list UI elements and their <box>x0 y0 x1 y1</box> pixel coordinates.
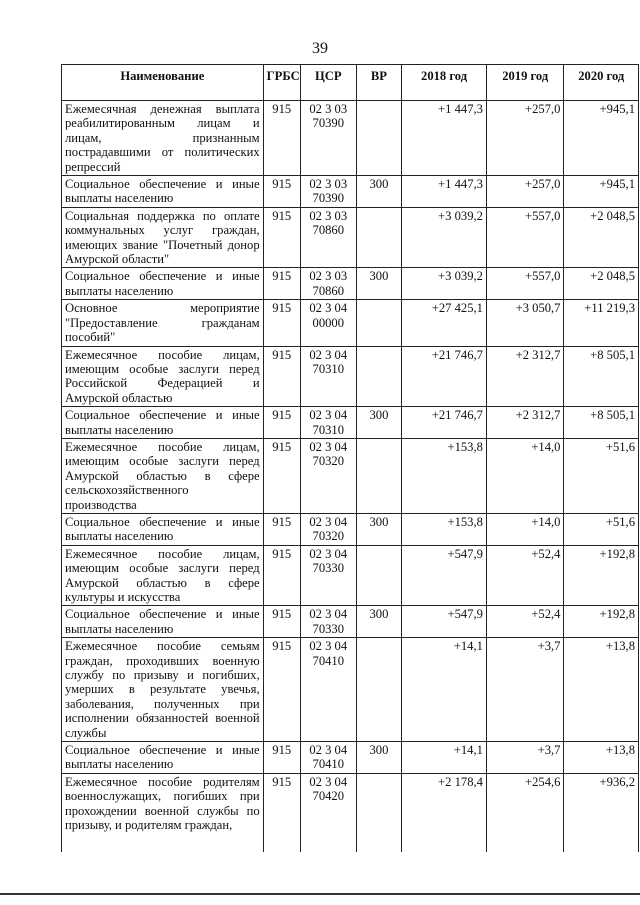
row-2018: +3 039,2 <box>402 268 487 300</box>
table-row <box>62 346 639 407</box>
row-name: Ежемесячное пособие лицам, имеющим особые заслуги перед Амурской областью в сфере культуры и искусства <box>62 545 264 606</box>
row-csr: 02 3 04 70410 <box>300 638 356 742</box>
row-2018: +1 447,3 <box>402 176 487 208</box>
row-grbs: 915 <box>263 438 300 513</box>
table-row <box>62 268 639 300</box>
row-vr <box>356 207 401 268</box>
row-vr: 300 <box>356 513 401 545</box>
row-2019: +52,4 <box>486 606 564 638</box>
row-csr: 02 3 04 00000 <box>300 300 356 346</box>
row-grbs: 915 <box>263 742 300 774</box>
row-2019: +3 050,7 <box>486 300 564 346</box>
row-vr: 300 <box>356 606 401 638</box>
row-vr <box>356 438 401 513</box>
row-2019: +14,0 <box>486 513 564 545</box>
row-2020: +51,6 <box>564 438 639 513</box>
page-number: 39 <box>312 40 328 57</box>
row-2019: +254,6 <box>486 773 564 852</box>
row-grbs: 915 <box>263 545 300 606</box>
row-2018: +153,8 <box>402 513 487 545</box>
row-2020: +2 048,5 <box>564 268 639 300</box>
row-name: Социальная поддержка по оплате коммунальных услуг граждан, имеющих звание "Почетный донор Амурской области" <box>62 207 264 268</box>
row-csr: 02 3 04 70330 <box>300 606 356 638</box>
row-2018: +21 746,7 <box>402 407 487 439</box>
row-2020: +2 048,5 <box>564 207 639 268</box>
row-2020: +51,6 <box>564 513 639 545</box>
row-csr: 02 3 04 70420 <box>300 773 356 852</box>
row-csr: 02 3 03 70390 <box>300 176 356 208</box>
header-2019: 2019 год <box>486 65 564 101</box>
row-csr: 02 3 04 70330 <box>300 545 356 606</box>
row-2018: +547,9 <box>402 545 487 606</box>
row-2018: +3 039,2 <box>402 207 487 268</box>
row-csr: 02 3 03 70860 <box>300 207 356 268</box>
row-name: Основное мероприятие "Предоставление гражданам пособий" <box>62 300 264 346</box>
row-vr <box>356 545 401 606</box>
row-2018: +21 746,7 <box>402 346 487 407</box>
row-name: Социальное обеспечение и иные выплаты населению <box>62 176 264 208</box>
header-2018: 2018 год <box>402 65 487 101</box>
table-row <box>62 773 639 852</box>
row-2020: +192,8 <box>564 545 639 606</box>
row-2020: +13,8 <box>564 638 639 742</box>
row-vr <box>356 346 401 407</box>
row-vr: 300 <box>356 407 401 439</box>
row-2018: +153,8 <box>402 438 487 513</box>
row-grbs: 915 <box>263 606 300 638</box>
row-csr: 02 3 04 70320 <box>300 438 356 513</box>
row-2019: +3,7 <box>486 638 564 742</box>
row-name: Ежемесячное пособие семьям граждан, проходивших военную службу по призыву и погибших, умерших в результате увечья, заболевания, полученных при исполнении обязанностей военной службы <box>62 638 264 742</box>
row-grbs: 915 <box>263 207 300 268</box>
header-csr: ЦСР <box>300 65 356 101</box>
page-bottom-rule <box>0 893 640 895</box>
row-2019: +257,0 <box>486 101 564 176</box>
row-2018: +14,1 <box>402 638 487 742</box>
row-vr <box>356 101 401 176</box>
row-2020: +945,1 <box>564 101 639 176</box>
row-2018: +2 178,4 <box>402 773 487 852</box>
row-2019: +557,0 <box>486 268 564 300</box>
row-csr: 02 3 04 70310 <box>300 346 356 407</box>
row-grbs: 915 <box>263 773 300 852</box>
row-2018: +547,9 <box>402 606 487 638</box>
row-csr: 02 3 04 70310 <box>300 407 356 439</box>
row-2018: +1 447,3 <box>402 101 487 176</box>
table-row <box>62 207 639 268</box>
row-vr: 300 <box>356 268 401 300</box>
header-2020: 2020 год <box>564 65 639 101</box>
table-row <box>62 513 639 545</box>
table-row <box>62 742 639 774</box>
row-grbs: 915 <box>263 407 300 439</box>
row-vr: 300 <box>356 176 401 208</box>
row-2019: +2 312,7 <box>486 407 564 439</box>
row-grbs: 915 <box>263 176 300 208</box>
row-grbs: 915 <box>263 101 300 176</box>
table-row <box>62 101 639 176</box>
row-vr <box>356 773 401 852</box>
row-2018: +14,1 <box>402 742 487 774</box>
table-row <box>62 407 639 439</box>
row-name: Социальное обеспечение и иные выплаты населению <box>62 742 264 774</box>
row-grbs: 915 <box>263 300 300 346</box>
row-vr: 300 <box>356 742 401 774</box>
row-2020: +8 505,1 <box>564 346 639 407</box>
row-grbs: 915 <box>263 346 300 407</box>
header-vr: ВР <box>356 65 401 101</box>
row-csr: 02 3 04 70410 <box>300 742 356 774</box>
row-2020: +192,8 <box>564 606 639 638</box>
row-2019: +257,0 <box>486 176 564 208</box>
table-header-row <box>62 65 639 101</box>
row-name: Ежемесячное пособие лицам, имеющим особые заслуги перед Российской Федерацией и Амурской областью <box>62 346 264 407</box>
row-grbs: 915 <box>263 268 300 300</box>
row-name: Ежемесячное пособие родителям военнослужащих, погибших при прохождении военной службы по призыву, и родителям граждан, <box>62 773 264 852</box>
row-2020: +8 505,1 <box>564 407 639 439</box>
table-row <box>62 300 639 346</box>
row-csr: 02 3 03 70860 <box>300 268 356 300</box>
table-row <box>62 638 639 742</box>
budget-table <box>61 64 639 852</box>
row-2020: +13,8 <box>564 742 639 774</box>
row-name: Ежемесячное пособие лицам, имеющим особые заслуги перед Амурской областью в сфере сельскохозяйственного производства <box>62 438 264 513</box>
row-csr: 02 3 04 70320 <box>300 513 356 545</box>
row-name: Социальное обеспечение и иные выплаты населению <box>62 268 264 300</box>
row-2018: +27 425,1 <box>402 300 487 346</box>
row-vr <box>356 300 401 346</box>
table-row <box>62 606 639 638</box>
row-name: Социальное обеспечение и иные выплаты населению <box>62 606 264 638</box>
row-name: Ежемесячная денежная выплата реабилитированным лицам и лицам, признанным пострадавшими от политических репрессий <box>62 101 264 176</box>
row-csr: 02 3 03 70390 <box>300 101 356 176</box>
header-name: Наименование <box>62 65 264 101</box>
row-name: Социальное обеспечение и иные выплаты населению <box>62 513 264 545</box>
row-2020: +936,2 <box>564 773 639 852</box>
row-2019: +3,7 <box>486 742 564 774</box>
row-grbs: 915 <box>263 513 300 545</box>
row-2020: +11 219,3 <box>564 300 639 346</box>
row-2019: +557,0 <box>486 207 564 268</box>
row-vr <box>356 638 401 742</box>
row-name: Социальное обеспечение и иные выплаты населению <box>62 407 264 439</box>
table-row <box>62 438 639 513</box>
row-2019: +2 312,7 <box>486 346 564 407</box>
row-2020: +945,1 <box>564 176 639 208</box>
table-row <box>62 545 639 606</box>
row-2019: +14,0 <box>486 438 564 513</box>
table-row <box>62 176 639 208</box>
row-grbs: 915 <box>263 638 300 742</box>
header-grbs: ГРБС <box>263 65 300 101</box>
row-2019: +52,4 <box>486 545 564 606</box>
